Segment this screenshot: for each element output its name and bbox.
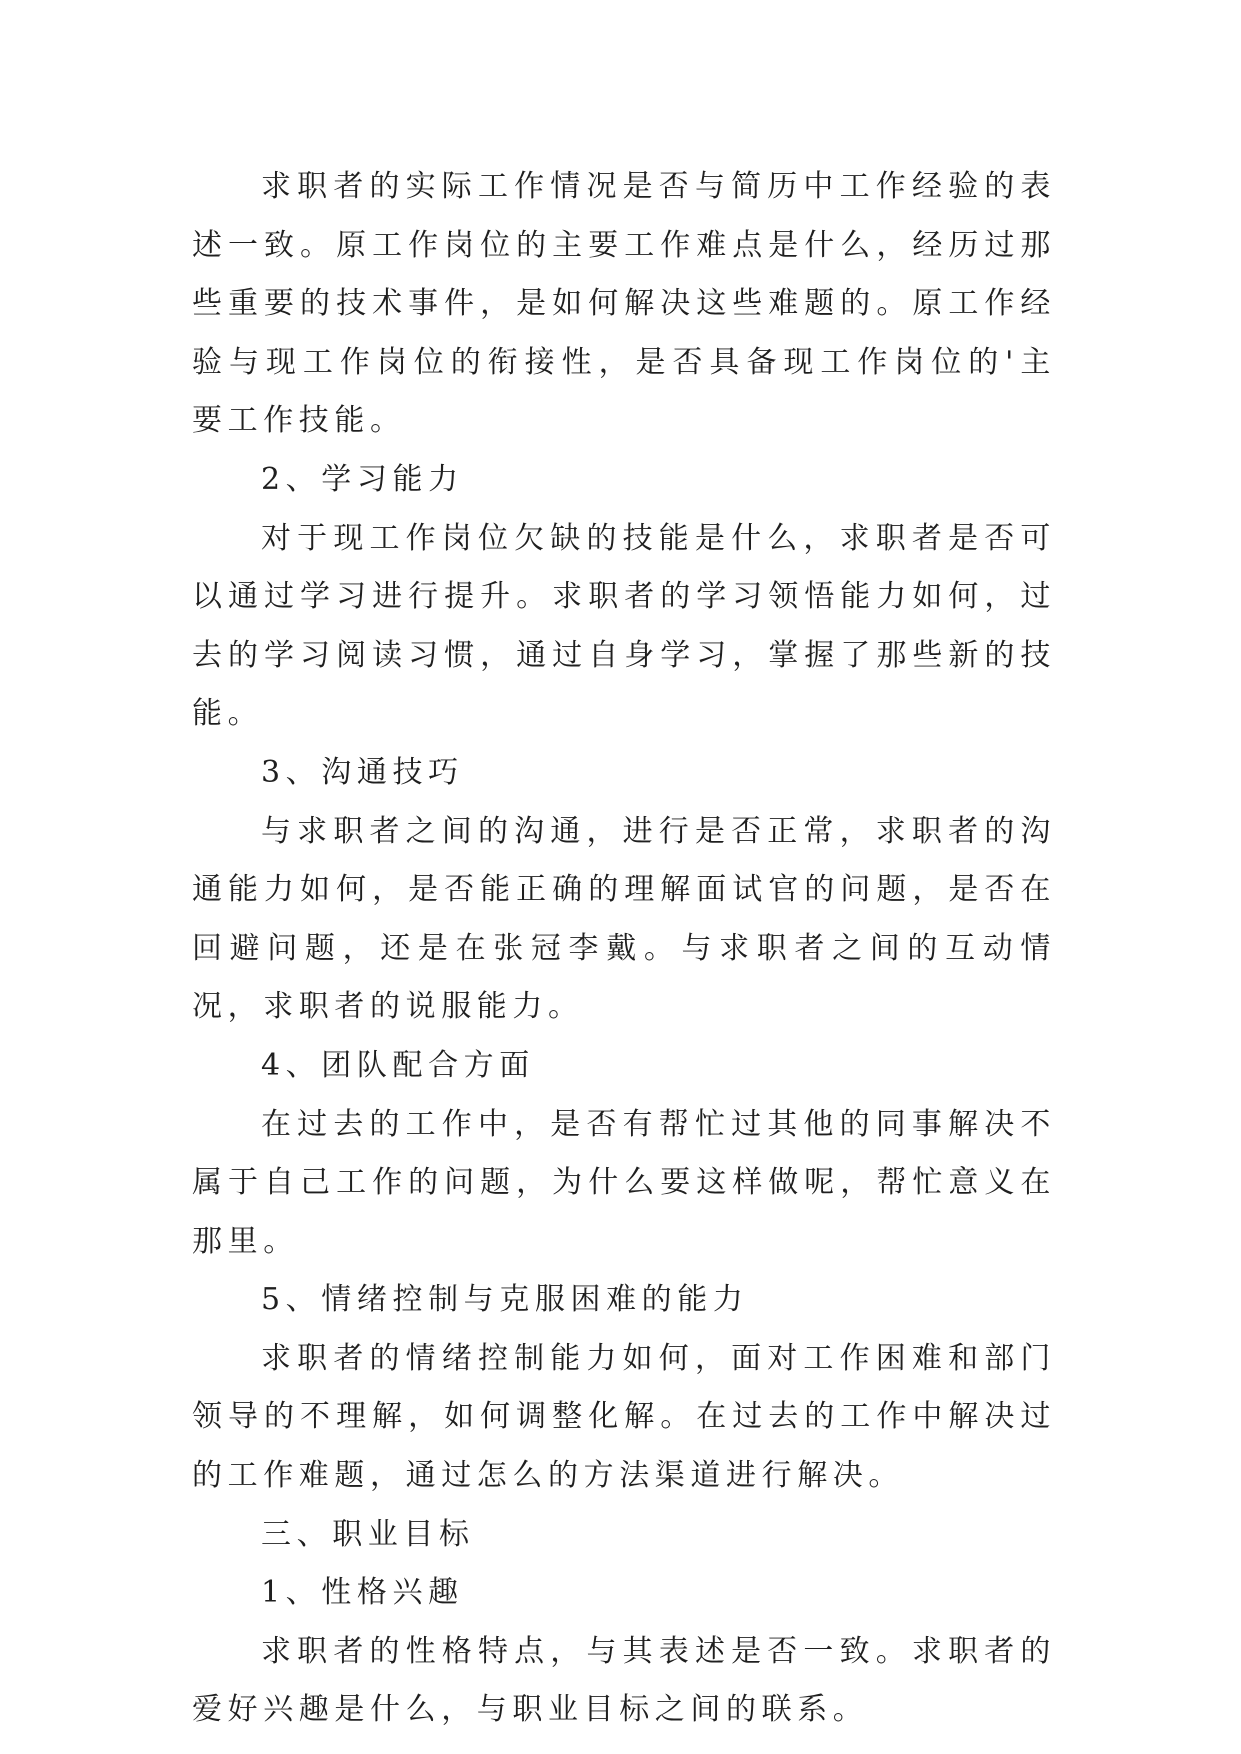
- heading-personality-interests: 1、性格兴趣: [261, 1575, 464, 1611]
- paragraph-emotion-control: 求职者的情绪控制能力如何，面对工作困难和部门领导的不理解，如何调整化解。在过去的工作中解决过的工作难题，通过怎么的方法渠道进行解决。: [192, 1340, 1056, 1494]
- paragraph-communication-skills: 与求职者之间的沟通，进行是否正常，求职者的沟通能力如何，是否能正确的理解面试官的问题，是否在回避问题，还是在张冠李戴。与求职者之间的互动情况，求职者的说服能力。: [192, 813, 1056, 1025]
- paragraph-work-experience: 求职者的实际工作情况是否与简历中工作经验的表述一致。原工作岗位的主要工作难点是什么，经历过那些重要的技术事件，是如何解决这些难题的。原工作经验与现工作岗位的衔接性，是否具备现工作岗位的'主要工作技能。: [192, 169, 1056, 439]
- heading-emotion-control: 5、情绪控制与克服困难的能力: [261, 1282, 749, 1318]
- paragraph-learning-ability: 对于现工作岗位欠缺的技能是什么，求职者是否可以通过学习进行提升。求职者的学习领悟能力如何，过去的学习阅读习惯，通过自身学习，掌握了那些新的技能。: [192, 520, 1056, 732]
- heading-learning-ability: 2、学习能力: [261, 461, 464, 497]
- heading-career-goals: 三、职业目标: [261, 1516, 475, 1552]
- document-body: [192, 158, 1056, 1740]
- heading-teamwork: 4、团队配合方面: [261, 1047, 535, 1083]
- paragraph-teamwork: 在过去的工作中，是否有帮忙过其他的同事解决不属于自己工作的问题，为什么要这样做呢，帮忙意义在那里。: [192, 1106, 1056, 1259]
- heading-communication-skills: 3、沟通技巧: [261, 754, 464, 790]
- paragraph-personality-interests: 求职者的性格特点，与其表述是否一致。求职者的爱好兴趣是什么，与职业目标之间的联系。: [192, 1633, 1056, 1728]
